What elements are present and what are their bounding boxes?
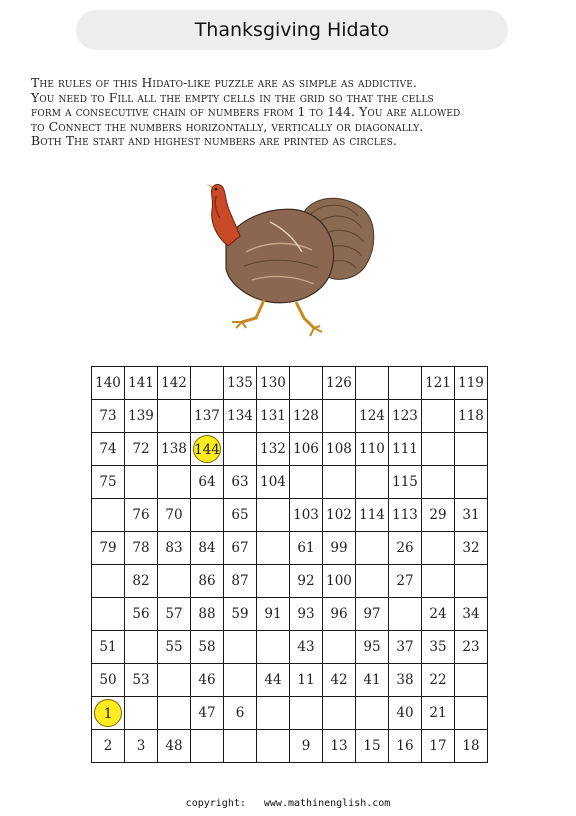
number-cell[interactable]: 18 — [455, 730, 488, 763]
empty-cell[interactable] — [356, 565, 389, 598]
number-cell[interactable]: 40 — [389, 697, 422, 730]
number-cell[interactable]: 58 — [191, 631, 224, 664]
number-cell[interactable]: 27 — [389, 565, 422, 598]
empty-cell[interactable] — [422, 433, 455, 466]
empty-cell[interactable] — [290, 367, 323, 400]
empty-cell[interactable] — [455, 466, 488, 499]
grid-row — [92, 532, 488, 565]
number-cell[interactable]: 123 — [389, 400, 422, 433]
number-cell[interactable]: 13 — [323, 730, 356, 763]
grid-row — [92, 367, 488, 400]
empty-cell[interactable] — [455, 664, 488, 697]
number-cell[interactable]: 61 — [290, 532, 323, 565]
number-cell[interactable]: 95 — [356, 631, 389, 664]
grid-row — [92, 499, 488, 532]
number-cell[interactable]: 64 — [191, 466, 224, 499]
empty-cell[interactable] — [158, 664, 191, 697]
empty-cell[interactable] — [224, 664, 257, 697]
number-cell[interactable]: 50 — [92, 664, 125, 697]
rules-text — [31, 76, 561, 149]
number-cell[interactable]: 100 — [323, 565, 356, 598]
rules-line: You need to Fill all the empty cells in the grid so that the cells — [31, 89, 434, 105]
empty-cell[interactable] — [224, 631, 257, 664]
empty-cell[interactable] — [224, 433, 257, 466]
number-cell[interactable]: 17 — [422, 730, 455, 763]
empty-cell[interactable] — [125, 631, 158, 664]
grid-row — [92, 697, 488, 730]
number-cell[interactable]: 88 — [191, 598, 224, 631]
grid-row — [92, 466, 488, 499]
grid-row — [92, 631, 488, 664]
number-cell[interactable]: 134 — [224, 400, 257, 433]
number-cell[interactable]: 99 — [323, 532, 356, 565]
circled-cell[interactable] — [191, 433, 224, 466]
empty-cell[interactable] — [323, 697, 356, 730]
empty-cell[interactable] — [224, 730, 257, 763]
number-cell[interactable]: 103 — [290, 499, 323, 532]
number-cell[interactable]: 84 — [191, 532, 224, 565]
number-cell[interactable]: 93 — [290, 598, 323, 631]
number-cell[interactable]: 115 — [389, 466, 422, 499]
number-cell[interactable]: 110 — [356, 433, 389, 466]
number-cell[interactable]: 78 — [125, 532, 158, 565]
empty-cell[interactable] — [92, 499, 125, 532]
number-cell[interactable]: 67 — [224, 532, 257, 565]
number-cell[interactable]: 79 — [92, 532, 125, 565]
number-cell[interactable]: 47 — [191, 697, 224, 730]
page-title: Thanksgiving Hidato — [194, 19, 390, 41]
number-cell[interactable]: 119 — [455, 367, 488, 400]
empty-cell[interactable] — [422, 532, 455, 565]
empty-cell[interactable] — [323, 466, 356, 499]
empty-cell[interactable] — [92, 598, 125, 631]
rules-line: Both The start and highest numbers are printed as circles. — [31, 133, 397, 149]
number-cell[interactable]: 102 — [323, 499, 356, 532]
number-cell[interactable]: 16 — [389, 730, 422, 763]
grid-row — [92, 400, 488, 433]
empty-cell[interactable] — [257, 730, 290, 763]
turkey-illustration — [186, 172, 386, 342]
number-cell[interactable]: 74 — [92, 433, 125, 466]
number-cell[interactable]: 73 — [92, 400, 125, 433]
number-cell[interactable]: 23 — [455, 631, 488, 664]
empty-cell[interactable] — [389, 367, 422, 400]
empty-cell[interactable] — [356, 697, 389, 730]
number-cell[interactable]: 82 — [125, 565, 158, 598]
number-cell[interactable]: 137 — [191, 400, 224, 433]
number-cell[interactable]: 32 — [455, 532, 488, 565]
number-cell[interactable]: 96 — [323, 598, 356, 631]
empty-cell[interactable] — [422, 466, 455, 499]
empty-cell[interactable] — [290, 466, 323, 499]
number-cell[interactable]: 15 — [356, 730, 389, 763]
empty-cell[interactable] — [389, 598, 422, 631]
empty-cell[interactable] — [323, 631, 356, 664]
number-cell[interactable]: 63 — [224, 466, 257, 499]
title-bar — [76, 10, 508, 50]
number-cell[interactable]: 131 — [257, 400, 290, 433]
hidato-grid — [91, 366, 488, 763]
empty-cell[interactable] — [191, 367, 224, 400]
number-cell[interactable]: 138 — [158, 433, 191, 466]
website-link[interactable]: www.mathinenglish.com — [263, 798, 391, 809]
number-cell[interactable]: 35 — [422, 631, 455, 664]
circled-number: 144 — [193, 435, 221, 463]
number-cell[interactable]: 65 — [224, 499, 257, 532]
number-cell[interactable]: 51 — [92, 631, 125, 664]
empty-cell[interactable] — [191, 499, 224, 532]
number-cell[interactable]: 57 — [158, 598, 191, 631]
empty-cell[interactable] — [125, 466, 158, 499]
number-cell[interactable]: 34 — [455, 598, 488, 631]
number-cell[interactable]: 111 — [389, 433, 422, 466]
number-cell[interactable]: 75 — [92, 466, 125, 499]
rules-line: The rules of this Hidato-like puzzle are as simple as addictive. — [31, 75, 417, 90]
number-cell[interactable]: 44 — [257, 664, 290, 697]
number-cell[interactable]: 76 — [125, 499, 158, 532]
empty-cell[interactable] — [257, 631, 290, 664]
number-cell[interactable]: 38 — [389, 664, 422, 697]
empty-cell[interactable] — [356, 466, 389, 499]
number-cell[interactable]: 21 — [422, 697, 455, 730]
number-cell[interactable]: 2 — [92, 730, 125, 763]
empty-cell[interactable] — [422, 565, 455, 598]
footer — [0, 798, 576, 809]
grid-row — [92, 433, 488, 466]
number-cell[interactable]: 86 — [191, 565, 224, 598]
circled-number: 1 — [94, 699, 122, 727]
number-cell[interactable]: 53 — [125, 664, 158, 697]
empty-cell[interactable] — [257, 499, 290, 532]
number-cell[interactable]: 72 — [125, 433, 158, 466]
number-cell[interactable]: 9 — [290, 730, 323, 763]
number-cell[interactable]: 43 — [290, 631, 323, 664]
empty-cell[interactable] — [158, 466, 191, 499]
number-cell[interactable]: 104 — [257, 466, 290, 499]
number-cell[interactable]: 56 — [125, 598, 158, 631]
number-cell[interactable]: 41 — [356, 664, 389, 697]
number-cell[interactable]: 114 — [356, 499, 389, 532]
number-cell[interactable]: 55 — [158, 631, 191, 664]
empty-cell[interactable] — [158, 400, 191, 433]
number-cell[interactable]: 87 — [224, 565, 257, 598]
copyright-label: copyright: — [185, 798, 246, 809]
empty-cell[interactable] — [191, 730, 224, 763]
number-cell[interactable]: 42 — [323, 664, 356, 697]
grid-row — [92, 664, 488, 697]
number-cell[interactable]: 29 — [422, 499, 455, 532]
rules-line: form a consecutive chain of numbers from 1 to 144. You are allowed — [31, 104, 461, 120]
grid-row — [92, 730, 488, 763]
empty-cell[interactable] — [257, 565, 290, 598]
empty-cell[interactable] — [422, 400, 455, 433]
number-cell[interactable]: 37 — [389, 631, 422, 664]
number-cell[interactable]: 3 — [125, 730, 158, 763]
empty-cell[interactable] — [455, 565, 488, 598]
empty-cell[interactable] — [455, 433, 488, 466]
number-cell[interactable]: 46 — [191, 664, 224, 697]
empty-cell[interactable] — [158, 565, 191, 598]
number-cell[interactable]: 26 — [389, 532, 422, 565]
number-cell[interactable]: 124 — [356, 400, 389, 433]
number-cell[interactable]: 22 — [422, 664, 455, 697]
number-cell[interactable]: 24 — [422, 598, 455, 631]
empty-cell[interactable] — [323, 400, 356, 433]
number-cell[interactable]: 48 — [158, 730, 191, 763]
empty-cell[interactable] — [356, 532, 389, 565]
number-cell[interactable]: 70 — [158, 499, 191, 532]
number-cell[interactable]: 91 — [257, 598, 290, 631]
number-cell[interactable]: 139 — [125, 400, 158, 433]
empty-cell[interactable] — [455, 697, 488, 730]
empty-cell[interactable] — [92, 565, 125, 598]
number-cell[interactable]: 113 — [389, 499, 422, 532]
grid-row — [92, 598, 488, 631]
number-cell[interactable]: 118 — [455, 400, 488, 433]
empty-cell[interactable] — [257, 697, 290, 730]
number-cell[interactable]: 141 — [125, 367, 158, 400]
number-cell[interactable]: 6 — [224, 697, 257, 730]
circled-cell[interactable] — [92, 697, 125, 730]
grid-row — [92, 565, 488, 598]
number-cell[interactable]: 83 — [158, 532, 191, 565]
empty-cell[interactable] — [257, 532, 290, 565]
number-cell[interactable]: 97 — [356, 598, 389, 631]
number-cell[interactable]: 106 — [290, 433, 323, 466]
empty-cell[interactable] — [158, 697, 191, 730]
number-cell[interactable]: 108 — [323, 433, 356, 466]
empty-cell[interactable] — [290, 697, 323, 730]
empty-cell[interactable] — [356, 367, 389, 400]
number-cell[interactable]: 92 — [290, 565, 323, 598]
number-cell[interactable]: 11 — [290, 664, 323, 697]
number-cell[interactable]: 140 — [92, 367, 125, 400]
number-cell[interactable]: 31 — [455, 499, 488, 532]
number-cell[interactable]: 126 — [323, 367, 356, 400]
number-cell[interactable]: 59 — [224, 598, 257, 631]
rules-line: to Connect the numbers horizontally, vertically or diagonally. — [31, 118, 424, 134]
number-cell[interactable]: 132 — [257, 433, 290, 466]
number-cell[interactable]: 128 — [290, 400, 323, 433]
number-cell[interactable]: 135 — [224, 367, 257, 400]
number-cell[interactable]: 142 — [158, 367, 191, 400]
number-cell[interactable]: 121 — [422, 367, 455, 400]
number-cell[interactable]: 130 — [257, 367, 290, 400]
empty-cell[interactable] — [125, 697, 158, 730]
